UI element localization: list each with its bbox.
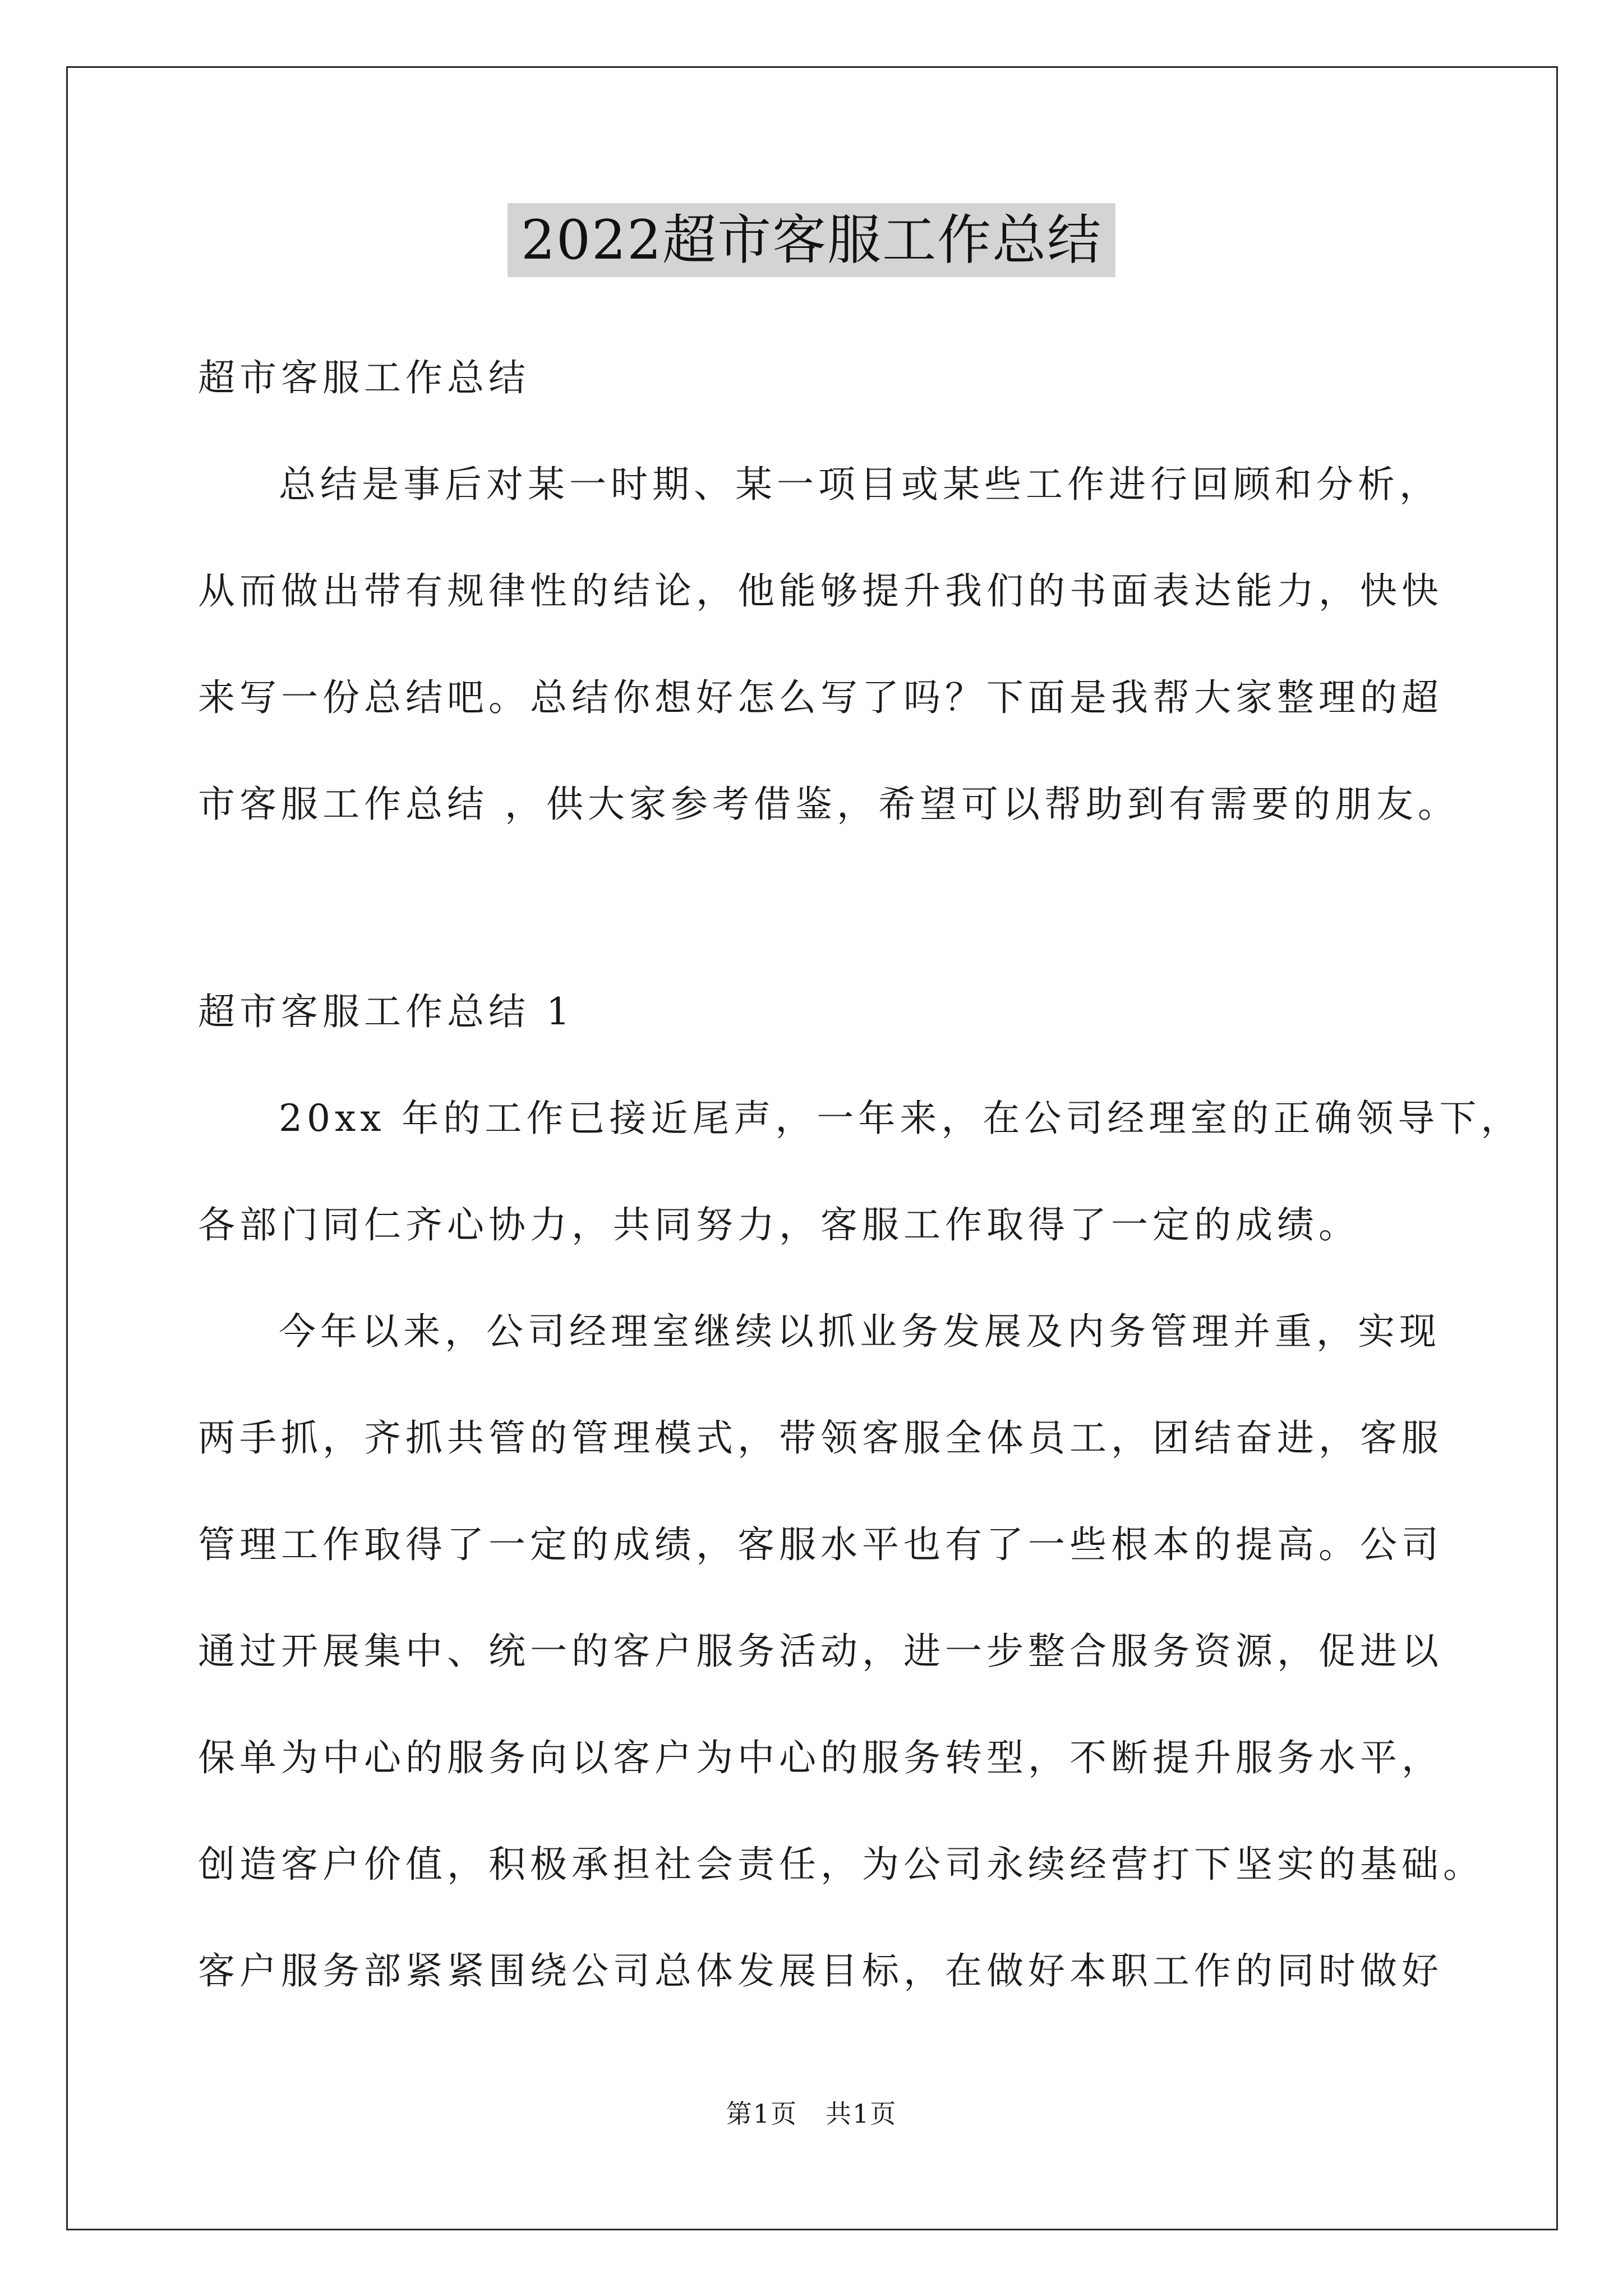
paragraph-line: 来写一份总结吧。总结你想好怎么写了吗？下面是我帮大家整理的超 <box>198 676 1443 719</box>
page-total: 共1页 <box>826 2099 897 2129</box>
paragraph-line: 客户服务部紧紧围绕公司总体发展目标，在做好本职工作的同时做好 <box>198 1949 1443 1993</box>
title-container <box>0 203 1623 277</box>
paragraph-line: 总结是事后对某一时期、某一项目或某些工作进行回顾和分析， <box>279 463 1441 506</box>
subtitle: 超市客服工作总结 <box>198 356 530 399</box>
page-footer <box>0 2093 1623 2131</box>
section-heading: 超市客服工作总结 1 <box>198 990 574 1033</box>
document-title: 2022超市客服工作总结 <box>508 203 1115 277</box>
page-number: 第1页 <box>726 2099 797 2129</box>
paragraph-line: 保单为中心的服务向以客户为中心的服务转型，不断提升服务水平， <box>198 1736 1443 1779</box>
paragraph-line: 创造客户价值，积极承担社会责任，为公司永续经营打下坚实的基础。 <box>198 1843 1484 1886</box>
paragraph-line: 两手抓，齐抓共管的管理模式，带领客服全体员工，团结奋进，客服 <box>198 1416 1443 1460</box>
paragraph-line: 从而做出带有规律性的结论，他能够提升我们的书面表达能力，快快 <box>198 569 1443 613</box>
paragraph-line: 市客服工作总结 ，供大家参考借鉴，希望可以帮助到有需要的朋友。 <box>198 783 1459 826</box>
paragraph-2 <box>198 1305 1484 2051</box>
paragraph-line: 管理工作取得了一定的成绩，客服水平也有了一些根本的提高。公司 <box>198 1523 1443 1566</box>
paragraph-line: 通过开展集中、统一的客户服务活动，进一步整合服务资源，促进以 <box>198 1630 1443 1673</box>
paragraph-1 <box>198 1092 1523 1305</box>
intro-paragraph <box>198 458 1459 884</box>
section-gap <box>198 884 1432 985</box>
paragraph-line: 20xx 年的工作已接近尾声，一年来，在公司经理室的正确领导下， <box>279 1097 1523 1140</box>
document-body <box>198 351 1523 2051</box>
paragraph-line: 今年以来，公司经理室继续以抓业务发展及内务管理并重，实现 <box>279 1310 1441 1353</box>
paragraph-line: 各部门同仁齐心协力，共同努力，客服工作取得了一定的成绩。 <box>198 1203 1360 1246</box>
